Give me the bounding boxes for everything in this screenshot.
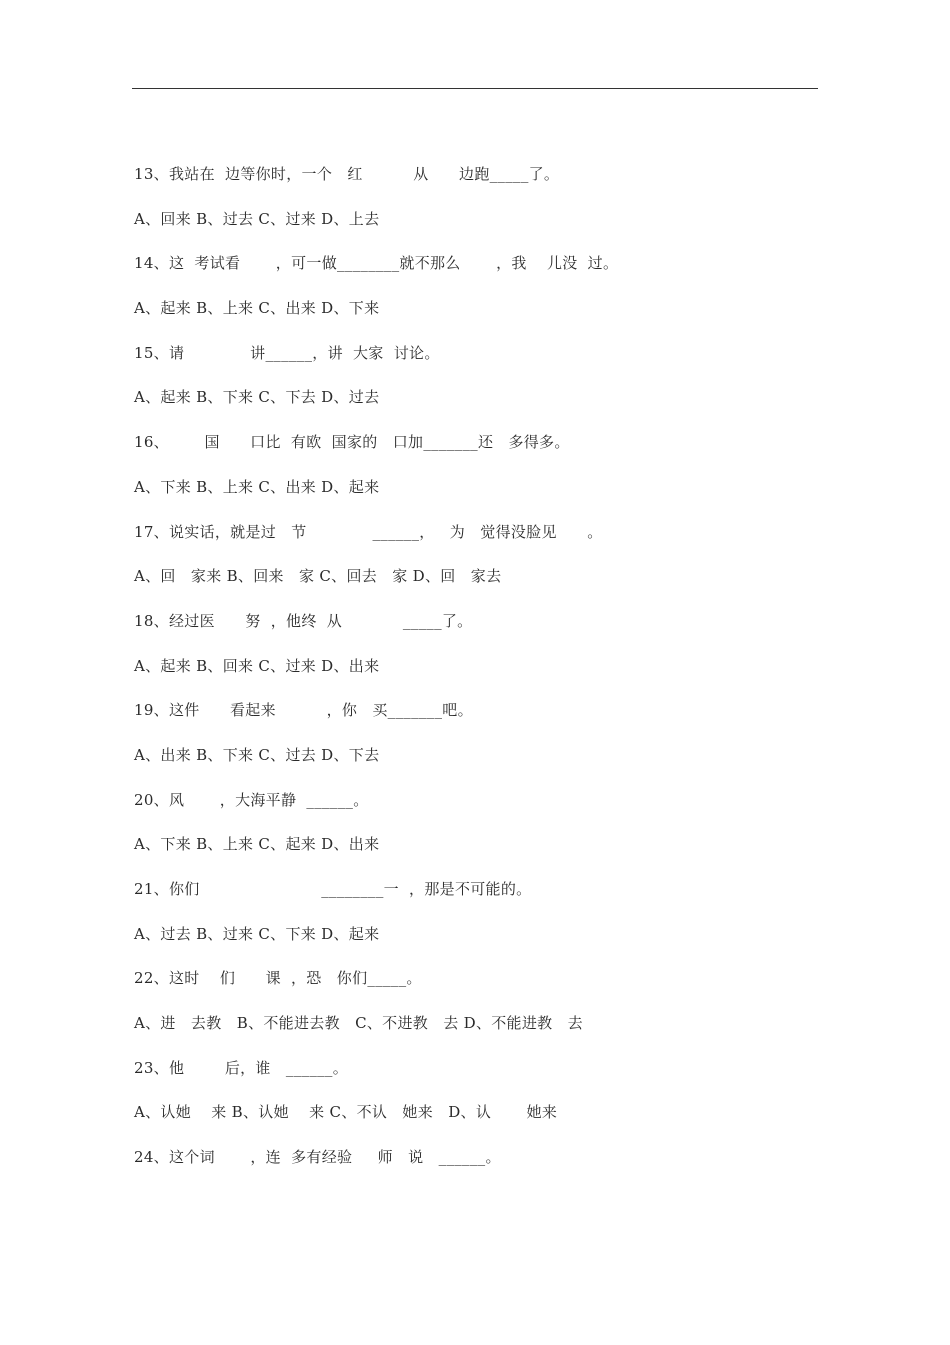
options-15: A、起来 B、下来 C、下去 D、过去 bbox=[134, 388, 380, 407]
question-19: 19、这件 看起来 ，你 买_______吧。 bbox=[134, 701, 473, 720]
question-21: 21、你们 ________一 ，那是不可能的。 bbox=[134, 880, 532, 898]
question-22: 22、这时 们 课 ，恐 你们_____。 bbox=[134, 969, 422, 988]
question-24: 24、这个词 ，连 多有经验 师 说 ______。 bbox=[134, 1148, 501, 1167]
options-17: A、回 家来 B、回来 家 C、回去 家 D、回 家去 bbox=[134, 567, 502, 586]
options-23: A、认她 来 B、认她 来 C、不认 她来 D、认 她来 bbox=[134, 1103, 558, 1122]
question-13: 13、我站在 边等你时，一个 红 从 边跑_____了。 bbox=[134, 165, 560, 183]
options-18: A、起来 B、回来 C、过来 D、出来 bbox=[134, 656, 380, 675]
header-rule bbox=[132, 88, 818, 89]
question-14: 14、这 考试看 ，可一做________就不那么 ，我 儿没 过。 bbox=[134, 254, 619, 273]
question-15: 15、请 讲______，讲 大家 讨论。 bbox=[134, 343, 440, 362]
options-14: A、起来 B、上来 C、出来 D、下来 bbox=[134, 299, 380, 318]
options-21: A、过去 B、过来 C、下来 D、起来 bbox=[134, 924, 380, 943]
options-16: A、下来 B、上来 C、出来 D、起来 bbox=[134, 477, 380, 496]
options-22: A、进 去教 B、不能进去教 C、不进教 去 D、不能进教 去 bbox=[134, 1014, 583, 1033]
question-16: 16、 国 口比 有欧 国家的 口加_______还 多得多。 bbox=[134, 433, 570, 452]
question-20: 20、风 ，大海平静 ______。 bbox=[134, 790, 369, 809]
question-18: 18、经过医 努 ，他终 从 _____了。 bbox=[134, 611, 473, 630]
options-13: A、回来 B、过去 C、过来 D、上去 bbox=[134, 209, 380, 228]
exercise-list bbox=[134, 162, 834, 1190]
options-19: A、出来 B、下来 C、过去 D、下去 bbox=[134, 745, 380, 764]
question-17: 17、说实话，就是过 节 ______， 为 觉得没脸见 。 bbox=[134, 522, 603, 541]
question-23: 23、他 后，谁 ______。 bbox=[134, 1058, 349, 1077]
options-20: A、下来 B、上来 C、起来 D、出来 bbox=[134, 835, 380, 854]
